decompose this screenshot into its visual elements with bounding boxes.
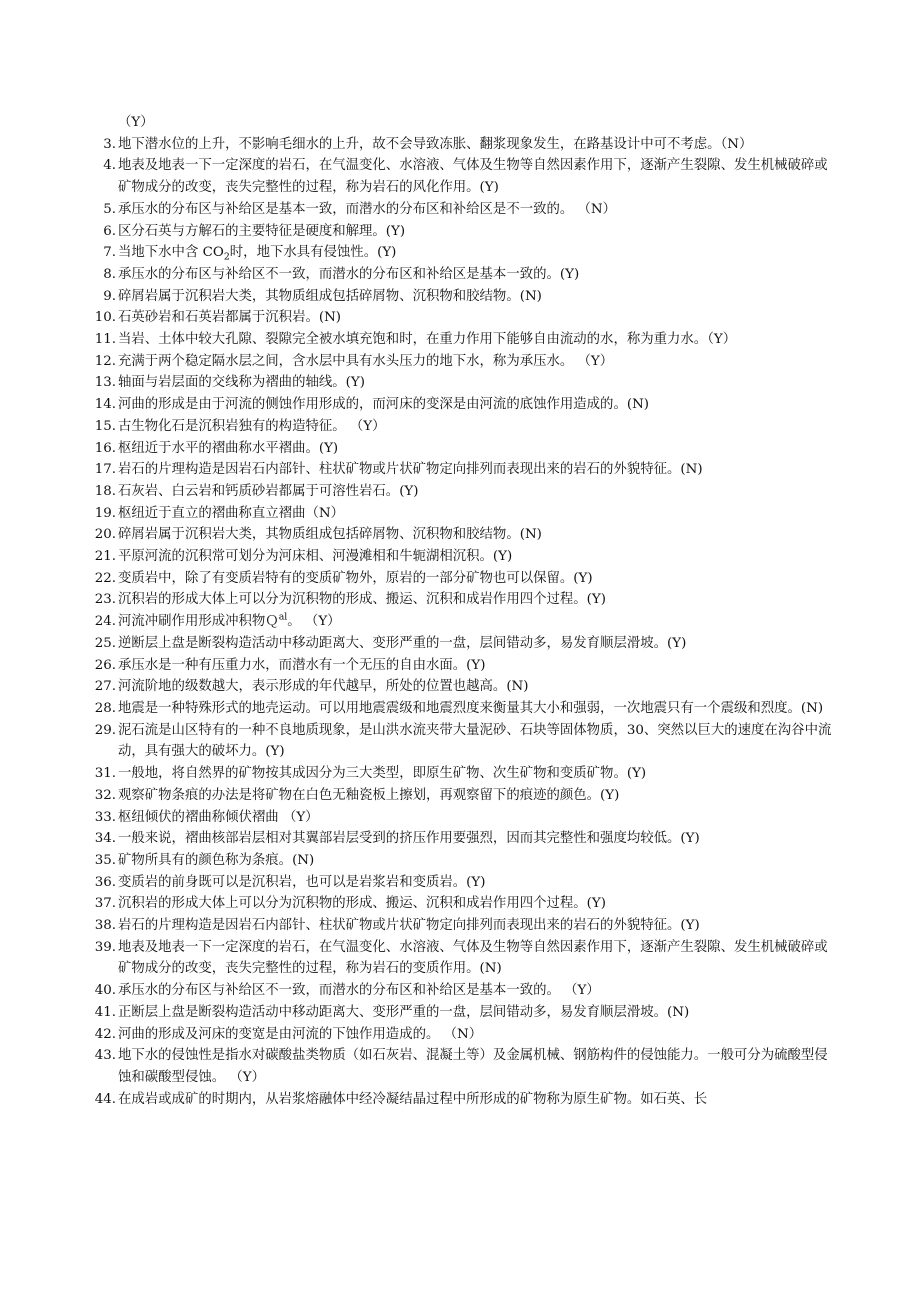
question-number: 35. xyxy=(94,852,116,868)
question-number: 43. xyxy=(94,1048,116,1064)
question-number: 36. xyxy=(94,874,116,890)
question-item xyxy=(84,1002,836,1024)
question-item xyxy=(84,655,836,677)
question-text: 轴面与岩层面的交线称为褶曲的轴线。(Y) xyxy=(118,375,365,391)
question-item xyxy=(84,1089,836,1111)
question-item xyxy=(84,459,836,481)
question-text: 地表及地表一下一定深度的岩石，在气温变化、水溶液、气体及生物等自然因素作用下，逐渐产生裂隙、发生机械破碎或矿物成分的改变，丧失完整性的过程，称为岩石的风化作用。(Y) xyxy=(118,158,828,196)
question-number: 33. xyxy=(94,809,116,825)
true-false-question-list xyxy=(84,112,836,1110)
question-number: 27. xyxy=(94,679,116,695)
question-number: 34. xyxy=(94,831,116,847)
question-item xyxy=(84,589,836,611)
question-text xyxy=(118,242,836,264)
question-item xyxy=(84,1045,836,1088)
question-text: 地下水的侵蚀性是指水对碳酸盐类物质（如石灰岩、混凝土等）及金属机械、钢筋构件的侵蚀能力。一般可分为硫酸型侵蚀和碳酸型侵蚀。 （Y） xyxy=(118,1048,828,1085)
question-number: 15. xyxy=(94,418,116,434)
question-text: 岩石的片理构造是因岩石内部针、柱状矿物或片状矿物定向排列而表现出来的岩石的外貌特征。(Y) xyxy=(118,918,700,934)
question-text: 承压水是一种有压重力水，而潜水有一个无压的自由水面。(Y) xyxy=(118,657,486,673)
question-number: 14. xyxy=(94,397,116,413)
question-text: 承压水的分布区与补给区不一致，而潜水的分布区和补给区是基本一致的。 （Y） xyxy=(118,983,600,999)
question-text: 岩石的片理构造是因岩石内部针、柱状矿物或片状矿物定向排列而表现出来的岩石的外貌特征。(N) xyxy=(118,462,703,478)
question-text: 地下潜水位的上升，不影响毛细水的上升，故不会导致冻胀、翻浆现象发生，在路基设计中可不考虑。（N） xyxy=(118,136,753,152)
question-text: 河曲的形成及河床的变宽是由河流的下蚀作用造成的。 （N） xyxy=(118,1026,483,1042)
question-text-part: 河流冲刷作用形成冲积物Ｑ xyxy=(118,614,279,630)
question-text: 变质岩的前身既可以是沉积岩，也可以是岩浆岩和变质岩。(Y) xyxy=(118,874,486,890)
question-text: 枢纽近于水平的褶曲称水平褶曲。(Y) xyxy=(118,440,339,456)
question-text: 充满于两个稳定隔水层之间，含水层中具有水头压力的地下水，称为承压水。 （Y） xyxy=(118,353,614,369)
question-number: 41. xyxy=(94,1004,116,1020)
question-number: 9. xyxy=(103,288,116,304)
question-number: 7. xyxy=(103,245,116,261)
question-number: 6. xyxy=(103,223,116,239)
question-item xyxy=(84,850,836,872)
question-number: 44. xyxy=(94,1091,116,1107)
question-text: 古生物化石是沉积岩独有的构造特征。 （Y） xyxy=(118,418,386,434)
question-number: 23. xyxy=(94,592,116,608)
question-number: 39. xyxy=(94,939,116,955)
question-item xyxy=(84,872,836,894)
question-item xyxy=(84,221,836,243)
question-text: 河曲的形成是由于河流的侧蚀作用形成的，而河床的变深是由河流的底蚀作用造成的。(N) xyxy=(118,397,650,413)
question-text: 承压水的分布区与补给区是基本一致，而潜水的分布区和补给区是不一致的。 （N） xyxy=(118,201,617,217)
question-text xyxy=(118,611,836,633)
question-text: 地表及地表一下一定深度的岩石，在气温变化、水溶液、气体及生物等自然因素作用下，逐渐产生裂隙、发生机械破碎或矿物成分的改变，丧失完整性的过程，称为岩石的变质作用。(N) xyxy=(118,939,828,977)
question-item xyxy=(84,568,836,590)
question-item xyxy=(84,698,836,720)
question-item xyxy=(84,763,836,785)
question-item xyxy=(84,438,836,460)
question-number: 13. xyxy=(94,375,116,391)
question-number: 17. xyxy=(94,462,116,478)
question-item xyxy=(84,611,836,633)
question-text: 沉积岩的形成大体上可以分为沉积物的形成、搬运、沉积和成岩作用四个过程。(Y) xyxy=(118,896,606,912)
question-number: 38. xyxy=(94,918,116,934)
question-item xyxy=(84,416,836,438)
superscript: al xyxy=(278,611,288,623)
question-text: 碎屑岩属于沉积岩大类，其物质组成包括碎屑物、沉积物和胶结物。(N) xyxy=(118,527,542,543)
question-item xyxy=(84,807,836,829)
question-number: 5. xyxy=(103,201,116,217)
question-text: 枢纽近于直立的褶曲称直立褶曲（N） xyxy=(118,505,344,521)
question-number: 25. xyxy=(94,635,116,651)
question-item xyxy=(84,1024,836,1046)
question-text: 一般来说，褶曲核部岩层相对其翼部岩层受到的挤压作用要强烈，因而其完整性和强度均较低。(Y) xyxy=(118,831,700,847)
question-item xyxy=(84,785,836,807)
question-number: 29. xyxy=(94,722,116,738)
question-number: 31. xyxy=(94,766,116,782)
question-number: 24. xyxy=(94,614,116,630)
question-item xyxy=(84,351,836,373)
question-text: 沉积岩的形成大体上可以分为沉积物的形成、搬运、沉积和成岩作用四个过程。(Y) xyxy=(118,592,606,608)
question-text: 当岩、土体中较大孔隙、裂隙完全被水填充饱和时，在重力作用下能够自由流动的水，称为重力水。（Y） xyxy=(118,332,737,348)
question-text-part: 。 （Y） xyxy=(287,614,341,630)
question-text: 逆断层上盘是断裂构造活动中移动距离大、变形严重的一盘，层间错动多，易发育顺层滑坡。(Y) xyxy=(118,635,687,651)
question-text: 在成岩或成矿的时期内，从岩浆熔融体中经冷凝结晶过程中所形成的矿物称为原生矿物。如石英、长 xyxy=(118,1091,708,1107)
question-number: 8. xyxy=(103,266,116,282)
question-number: 37. xyxy=(94,896,116,912)
question-item xyxy=(84,937,836,980)
question-text: 地震是一种特殊形式的地壳运动。可以用地震震级和地震烈度来衡量其大小和强弱，一次地震只有一个震级和烈度。(N) xyxy=(118,700,824,716)
question-number: 12. xyxy=(94,353,116,369)
question-number: 40. xyxy=(94,983,116,999)
question-number: 11. xyxy=(94,332,116,348)
question-item xyxy=(84,134,836,156)
question-item xyxy=(84,155,836,198)
question-item xyxy=(84,372,836,394)
question-number: 18. xyxy=(94,483,116,499)
question-number: 21. xyxy=(94,549,116,565)
question-item xyxy=(84,199,836,221)
question-item xyxy=(84,329,836,351)
question-text: 泥石流是山区特有的一种不良地质现象，是山洪水流夹带大量泥砂、石块等固体物质，30、突然以巨大的速度在沟谷中流动，具有强大的破坏力。(Y) xyxy=(118,722,832,760)
question-number: 16. xyxy=(94,440,116,456)
question-item xyxy=(84,503,836,525)
question-text: 河流阶地的级数越大，表示形成的年代越早，所处的位置也越高。(N) xyxy=(118,679,529,695)
question-number: 28. xyxy=(94,700,116,716)
question-number: 3. xyxy=(103,136,116,152)
question-number: 10. xyxy=(94,310,116,326)
question-text: 碎屑岩属于沉积岩大类，其物质组成包括碎屑物、沉积物和胶结物。(N) xyxy=(118,288,542,304)
question-item xyxy=(84,676,836,698)
question-text: 平原河流的沉积常可划分为河床相、河漫滩相和牛轭湖相沉积。(Y) xyxy=(118,549,513,565)
question-text: 承压水的分布区与补给区不一致，而潜水的分布区和补给区是基本一致的。(Y) xyxy=(118,266,580,282)
question-item xyxy=(84,524,836,546)
subscript: 2 xyxy=(223,251,230,263)
question-text: 石灰岩、白云岩和钙质砂岩都属于可溶性岩石。(Y) xyxy=(118,483,419,499)
question-item xyxy=(84,264,836,286)
question-item xyxy=(84,307,836,329)
question-text: 矿物所具有的颜色称为条痕。(N) xyxy=(118,852,315,868)
question-text: 正断层上盘是断裂构造活动中移动距离大、变形严重的一盘，层间错动多，易发育顺层滑坡。(N) xyxy=(118,1004,690,1020)
question-number: 42. xyxy=(94,1026,116,1042)
question-number: 20. xyxy=(94,527,116,543)
question-text-part: 时，地下水具有侵蚀性。(Y) xyxy=(229,245,397,261)
question-text: 观察矿物条痕的办法是将矿物在白色无釉瓷板上擦划，再观察留下的痕迹的颜色。(Y) xyxy=(118,787,620,803)
question-item xyxy=(84,286,836,308)
question-item xyxy=(84,828,836,850)
question-item xyxy=(84,720,836,763)
question-text-part: 当地下水中含 CO xyxy=(118,245,224,261)
question-item xyxy=(84,633,836,655)
question-number: 22. xyxy=(94,570,116,586)
question-item xyxy=(84,546,836,568)
question-item xyxy=(84,394,836,416)
question-text: 枢纽倾伏的褶曲称倾伏褶曲 （Y） xyxy=(118,809,319,825)
question-item xyxy=(84,915,836,937)
question-item xyxy=(84,481,836,503)
question-item xyxy=(84,893,836,915)
question-text: 变质岩中，除了有变质岩特有的变质矿物外，原岩的一部分矿物也可以保留。(Y) xyxy=(118,570,593,586)
question-number: 26. xyxy=(94,657,116,673)
continued-answer: （Y） xyxy=(118,115,154,130)
question-item xyxy=(84,980,836,1002)
question-item xyxy=(84,242,836,264)
question-number: 4. xyxy=(103,158,116,174)
question-text: 石英砂岩和石英岩都属于沉积岩。(N) xyxy=(118,310,342,326)
question-number: 19. xyxy=(94,505,116,521)
question-text: 区分石英与方解石的主要特征是硬度和解理。(Y) xyxy=(118,223,406,239)
question-text: 一般地，将自然界的矿物按其成因分为三大类型，即原生矿物、次生矿物和变质矿物。(Y) xyxy=(118,766,647,782)
question-number: 32. xyxy=(94,787,116,803)
